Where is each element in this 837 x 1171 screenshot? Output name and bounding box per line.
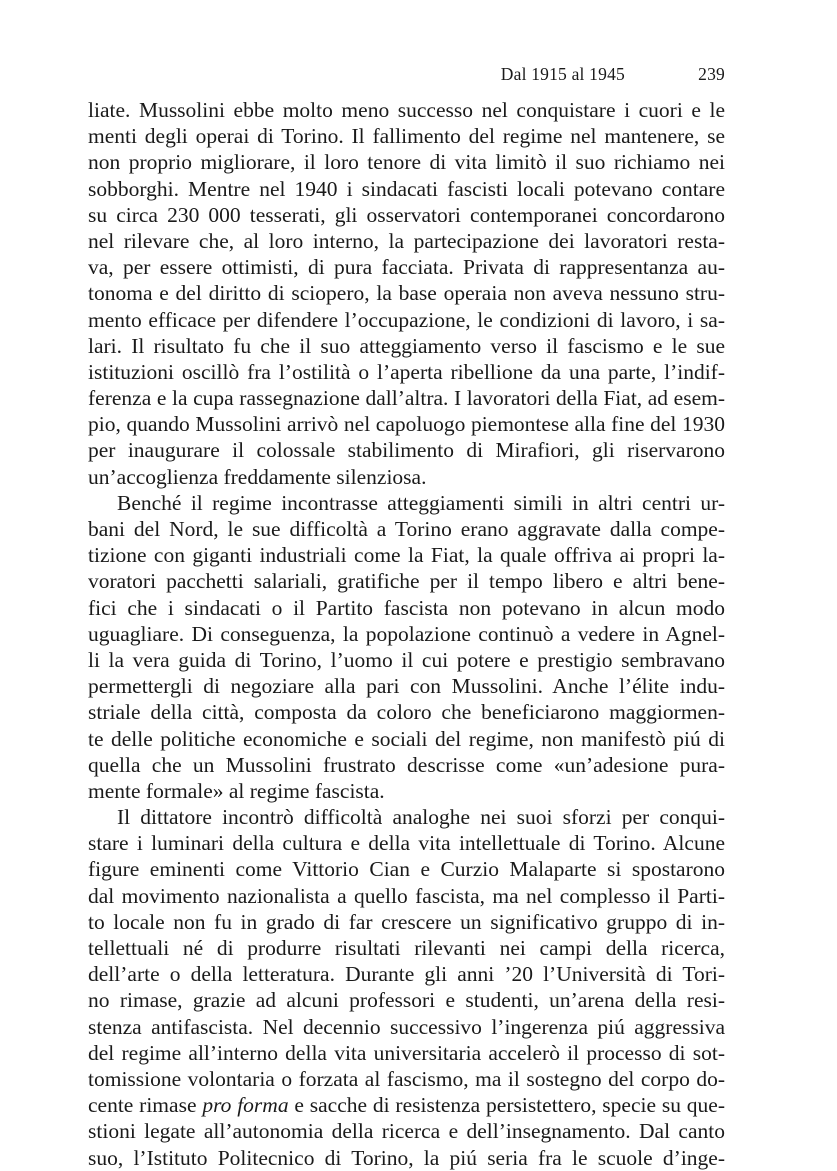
text-line: tonoma e del diritto di sciopero, la base operaia non aveva nessuno stru- bbox=[88, 281, 725, 306]
text-line: fici che i sindacati o il Partito fascista non potevano in alcun modo bbox=[88, 595, 725, 620]
text-line: voratori pacchetti salariali, gratifiche per il tempo libero e altri bene- bbox=[88, 569, 725, 594]
text-line: del regime all’interno della vita universitaria accelerò il processo di sot- bbox=[88, 1040, 725, 1065]
text-line: permettergli di negoziare alla pari con Mussolini. Anche l’élite indu- bbox=[88, 674, 725, 699]
text-line: liate. Mussolini ebbe molto meno successo nel conquistare i cuori e le bbox=[88, 98, 725, 122]
text-line: istituzioni oscillò fra l’ostilità o l’aperta ribellione da una parte, l’indif- bbox=[88, 359, 725, 384]
text-line: menti degli operai di Torino. Il fallimento del regime nel mantenere, se bbox=[88, 124, 725, 149]
text-line: te delle politiche economiche e sociali del regime, non manifestò piú di bbox=[88, 726, 725, 751]
text-line: Il dittatore incontrò difficoltà analoghe nei suoi sforzi per conqui- bbox=[117, 805, 725, 830]
text-line: stare i luminari della cultura e della vita intellettuale di Torino. Alcune bbox=[88, 831, 725, 856]
running-head bbox=[88, 64, 725, 88]
text-line: quella che un Mussolini frustrato descrisse come «un’adesione pura- bbox=[88, 752, 725, 777]
text-line: stioni legate all’autonomia della ricerca e dell’insegnamento. Dal canto bbox=[88, 1119, 725, 1144]
body-text bbox=[88, 97, 725, 1171]
text-line: uguagliare. Di conseguenza, la popolazione continuò a vedere in Agnel- bbox=[88, 621, 725, 646]
text-line: stenza antifascista. Nel decennio successivo l’ingerenza piú aggressiva bbox=[88, 1014, 725, 1039]
page-number: 239 bbox=[698, 64, 725, 84]
paragraph bbox=[88, 490, 725, 804]
text-line: suo, l’Istituto Politecnico di Torino, la piú seria fra le scuole d’inge- bbox=[88, 1145, 725, 1170]
running-title: Dal 1915 al 1945 bbox=[500, 64, 625, 84]
text-line: su circa 230 000 tesserati, gli osservatori contemporanei concordarono bbox=[88, 202, 725, 227]
text-line: lari. Il risultato fu che il suo atteggiamento verso il fascismo e le sue bbox=[88, 333, 725, 358]
text-line-mixed bbox=[88, 1092, 725, 1118]
text-line: mente formale» al regime fascista. bbox=[88, 778, 385, 803]
text-line: tomissione volontaria o forzata al fascismo, ma il sostegno del corpo do- bbox=[88, 1066, 725, 1091]
text-line: Benché il regime incontrasse atteggiamenti simili in altri centri ur- bbox=[117, 490, 725, 515]
text-line: bani del Nord, le sue difficoltà a Torino erano aggravate dalla compe- bbox=[88, 517, 725, 541]
text-line: un’accoglienza freddamente silenziosa. bbox=[88, 464, 427, 489]
text-line: dal movimento nazionalista a quello fascista, ma nel complesso il Parti- bbox=[88, 883, 725, 908]
text-line: li la vera guida di Torino, l’uomo il cui potere e prestigio sembravano bbox=[88, 647, 725, 672]
text-line: ferenza e la cupa rassegnazione dall’altra. I lavoratori della Fiat, ad esem- bbox=[88, 386, 725, 411]
text-line: figure eminenti come Vittorio Cian e Curzio Malaparte si spostarono bbox=[88, 857, 725, 882]
text-line: per inaugurare il colossale stabilimento di Mirafiori, gli riservarono bbox=[88, 438, 725, 463]
text-line: tizione con giganti industriali come la Fiat, la quale offriva ai propri la- bbox=[88, 543, 725, 568]
paragraph bbox=[88, 97, 725, 490]
text-line: sobborghi. Mentre nel 1940 i sindacati fascisti locali potevano contare bbox=[88, 176, 725, 201]
text-line: non proprio migliorare, il loro tenore di vita limitò il suo richiamo nei bbox=[88, 150, 725, 175]
text-line: striale della città, composta da coloro che beneficiarono maggiormen- bbox=[88, 700, 725, 725]
text-line: to locale non fu in grado di far crescere un significativo gruppo di in- bbox=[88, 909, 725, 934]
text-segment: cente rimase bbox=[88, 1093, 203, 1118]
text-line: dell’arte o della letteratura. Durante gli anni ’20 l’Università di Tori- bbox=[88, 962, 725, 987]
text-line: tellettuali né di produrre risultati rilevanti nei campi della ricerca, bbox=[88, 936, 725, 960]
text-line: va, per essere ottimisti, di pura facciata. Privata di rappresentanza au- bbox=[88, 255, 725, 280]
italic-phrase: pro forma bbox=[202, 1093, 289, 1118]
text-segment: e sacche di resistenza persistettero, specie su que- bbox=[294, 1093, 725, 1118]
text-line: nel rilevare che, al loro interno, la partecipazione dei lavoratori resta- bbox=[88, 228, 725, 253]
paragraph bbox=[88, 804, 725, 1171]
text-line: pio, quando Mussolini arrivò nel capoluogo piemontese alla fine del 1930 bbox=[88, 412, 725, 437]
text-line: no rimase, grazie ad alcuni professori e studenti, un’arena della resi- bbox=[88, 988, 725, 1013]
text-line: mento efficace per difendere l’occupazione, le condizioni di lavoro, i sa- bbox=[88, 307, 725, 332]
